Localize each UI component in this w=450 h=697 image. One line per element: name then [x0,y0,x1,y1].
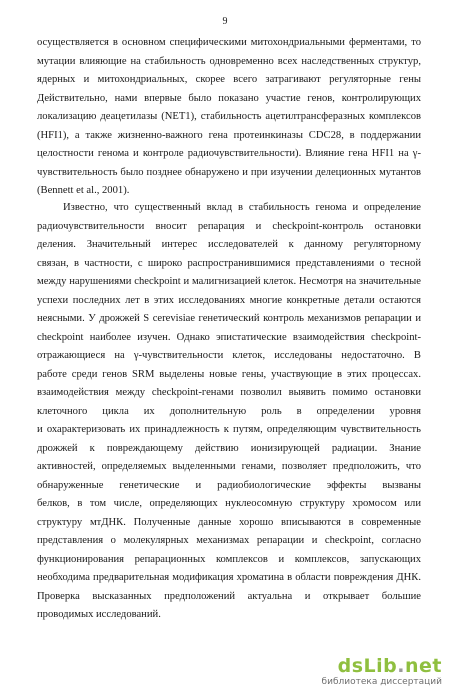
text-line: неясными. У дрожжей S cerevisiae генетический контроль механизмов репарации и [37,313,421,324]
paragraph-1 [37,34,421,201]
text-line: локализацию деацетилазы (NET1), стабильность ацетилтрансферазных комплексов [37,111,421,122]
watermark [302,655,442,691]
text-line: успехи последних лет в этих исследованиях многие конкретные детали остаются [37,294,421,306]
text-line: радиочувствительности вносит репарация и checkpoint-контроль остановки [37,220,421,232]
text-line: функционирования репарационных комплексов и комплексов, запускающих [37,553,421,565]
watermark-subtitle: библиотека диссертаций [321,677,442,687]
text-line: клеточного цикла их дополнительную роль в определении уровня [37,405,421,417]
text-line: дрожжей к повреждающему действию ионизирующей радиации. Знание [37,442,421,454]
text-line: между нарушениями checkpoint и малигнизацией клеток. Несмотря на значительные [37,276,421,287]
text-line: (Bennett et al., 2001). [37,185,130,196]
text-line: белков, в том числе, определяющих нуклеосомную структуру хромосом или [37,498,421,509]
text-line: отражающиеся на γ-чувствительности клеток, исследованы недостаточно. В [37,350,421,361]
text-line: активностей, определяемых выделенными генами, позволяет предположить, что [37,461,421,472]
text-line: взаимодействия между checkpoint-генами позволил выявить помимо остановки [37,387,421,398]
text-line: Известно, что существенный вклад в стабильность генома и определение [63,202,421,213]
text-line: чувствительность было позднее обнаружено и при изучении делеционных мутантов [37,166,421,178]
page-number: 9 [222,16,228,27]
text-line: (HFI1), а также жизненно-важного гена протеинкиназы CDC28, в поддержании [37,129,421,141]
text-line: структуру мтДНК. Полученные данные хорошо вписываются в современные [37,516,421,528]
text-line: и охарактеризовать их принадлежность к путям, определяющим чувствительность [37,424,421,435]
text-line: связан, в частности, с широко распространившимися представлениями о тесной [37,257,421,269]
watermark-logo: dsLib.net [337,655,442,677]
text-line: мутации влияющие на стабильность одновременно всех наследственных структур, [37,55,421,67]
text-line: Проверка высказанных предположений актуальна и открывает большие [37,590,421,602]
text-line: проводимых исследований. [37,609,161,620]
text-line: осуществляется в основном специфическими митохондриальными ферментами, то [37,37,421,48]
text-line: представления о молекулярных механизмах репарации и checkpoint, согласно [37,535,421,546]
text-line: обнаруженные генетические и радиобиологические эффекты вызваны [37,479,421,491]
text-line: целостности генома и контроле радиочувствительности). Влияние гена HFI1 на γ- [37,148,421,159]
text-line: необходима предварительная модификация хроматина в области повреждения ДНК. [37,572,421,583]
text-line: checkpoint наиболее изучен. Однако эпистатические взаимодействия checkpoint- [37,331,421,343]
text-line: ядерных и митохондриальных, скорее всего затрагивают регуляторные гены [37,74,421,85]
paragraph-2 [37,199,421,625]
text-line: Действительно, нами впервые было показано участие генов, контролирующих [37,92,421,104]
text-line: деления. Значительный интерес исследователей к данному регуляторному [37,239,421,250]
text-line: работе среди генов SRM выделены новые гены, участвующие в этих процессах. [37,368,421,380]
